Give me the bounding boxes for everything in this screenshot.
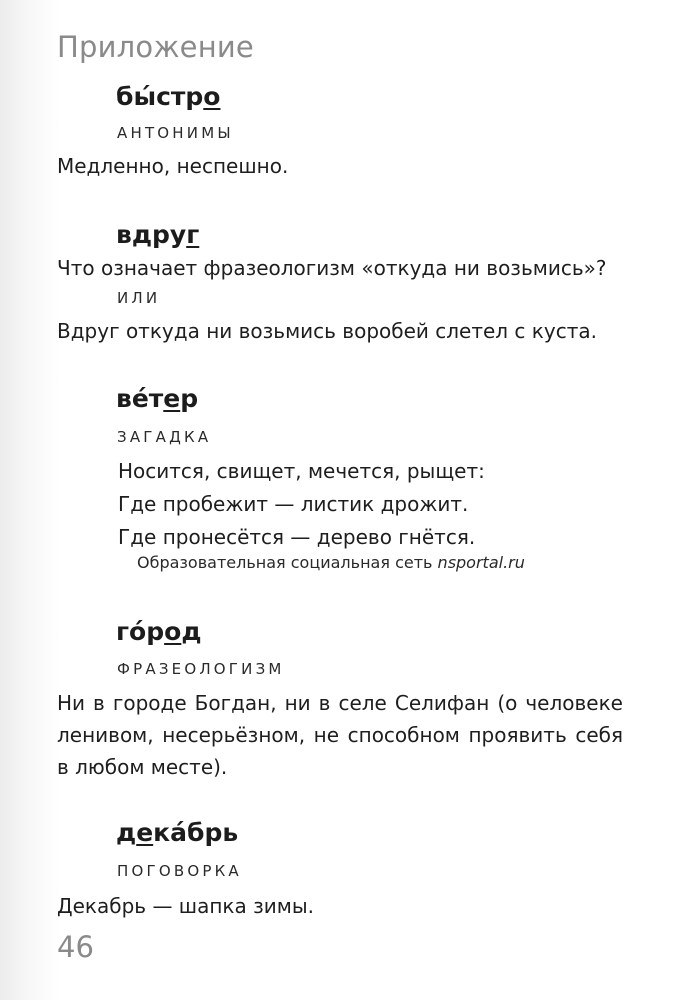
riddle-line: Где пронесётся — дерево гнётся. [118, 525, 476, 549]
entry-question: Что означает фразеологизм «откуда ни возьмись»? [57, 256, 607, 280]
entry-label: ФРАЗЕОЛОГИЗМ [117, 660, 285, 678]
headword-underlined-letter: о [203, 82, 221, 111]
headword-part: д [116, 818, 137, 847]
headword-underlined-letter: е [163, 384, 181, 413]
riddle-line: Носится, свищет, мечется, рыщет: [118, 459, 485, 483]
headword-veter [116, 384, 198, 413]
riddle-source [137, 553, 525, 572]
headword-underlined-letter: е [136, 818, 154, 847]
entry-label: ИЛИ [117, 289, 161, 307]
headword-part: бы́стр [116, 82, 204, 111]
entry-text: Ни в городе Богдан, ни в селе Селифан (о человеке ленивом, несерьёзном, не способном проявить себя в любом месте). [57, 691, 623, 779]
entry-text: Медленно, неспешно. [57, 154, 289, 178]
headword-underlined-letter: о [164, 617, 182, 646]
entry-label: ЗАГАДКА [117, 428, 212, 446]
headword-part: го́р [116, 617, 165, 646]
entry-text: Вдруг откуда ни возьмись воробей слетел с куста. [57, 319, 597, 343]
headword-part: р [180, 384, 199, 413]
headword-dekabr [116, 818, 238, 847]
section-title: Приложение [57, 30, 254, 64]
riddle-line: Где пробежит — листик дрожит. [118, 492, 469, 516]
headword-gorod [116, 617, 202, 646]
headword-part: д [181, 617, 202, 646]
entry-text: Декабрь — шапка зимы. [57, 894, 314, 918]
page-number: 46 [57, 930, 94, 964]
headword-part: вдру [116, 220, 187, 249]
headword-part: ка́брь [153, 818, 239, 847]
source-site: nsportal.ru [437, 553, 525, 572]
headword-vdrug [116, 220, 199, 249]
source-text: Образовательная социальная сеть [137, 553, 438, 572]
entry-label: ПОГОВОРКА [117, 862, 242, 880]
headword-underlined-letter: г [186, 220, 200, 249]
headword-bystro [116, 82, 220, 111]
entry-label: АНТОНИМЫ [117, 124, 234, 142]
headword-part: ве́т [116, 384, 164, 413]
